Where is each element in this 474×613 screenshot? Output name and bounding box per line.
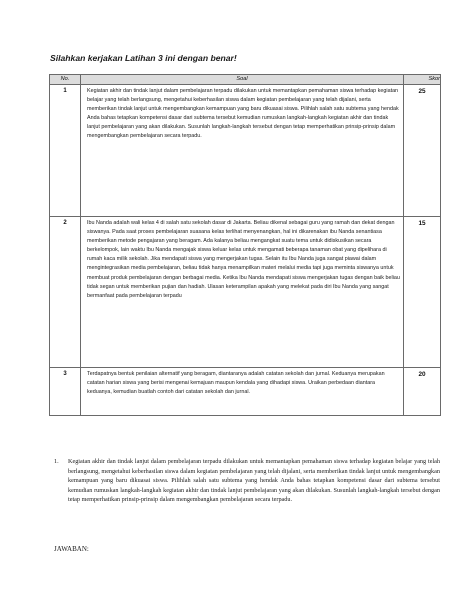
header-soal: Soal <box>81 75 404 85</box>
row-score: 20 <box>404 368 441 416</box>
question-body: Kegiatan akhir dan tindak lanjut dalam pembelajaran terpadu dilakukan untuk memantapkan pemahaman siswa terhadap kegiatan belajar yang telah berlangsung, mengetahui keberhasilan siswa dalam kegiatan pembelajaran yang telah dijalani, serta memberikan tindak lanjut untuk mengembangkan kemampuan yang baru dikuasai siswa. Pilihlah salah satu subtema yang hendak Anda bahas tetapkan kompetensi dasar dari subtema tersebut kemudian rumuskan langkah-langkah kegiatan akhir dan tindak lanjut pembelajaran yang akan dilakukan. Susunlah langkah-langkah tersebut dengan tetap memperhatikan prinsip-prinsip dalam mengembangkan pembelajaran secara terpadu. <box>68 458 440 503</box>
row-number: 2 <box>50 217 81 368</box>
row-score: 25 <box>404 85 441 217</box>
question-table <box>49 74 441 416</box>
table-row <box>50 217 441 368</box>
page-heading: Silahkan kerjakan Latihan 3 ini dengan benar! <box>50 53 237 63</box>
row-question-text: Terdapatnya bentuk penilaian alternatif yang beragam, diantaranya adalah catatan sekolah dan jurnal. Keduanya merupakan catatan harian siswa yang berisi mengenai kemajuan maupun kendala yang dihadapi siswa. Uraikan perbedaan diantara keduanya, kemudian buatlah contoh dari catatan sekolah dan jurnal. <box>81 368 404 416</box>
question-number: 1. <box>54 458 59 465</box>
table-row <box>50 85 441 217</box>
row-number: 3 <box>50 368 81 416</box>
answer-label: JAWABAN: <box>54 545 89 553</box>
header-skor: Skor <box>404 75 441 85</box>
table-row <box>50 368 441 416</box>
row-question-text: Ibu Nanda adalah wali kelas 4 di salah satu sekolah dasar di Jakarta. Beliau dikenal sebagai guru yang ramah dan dekat dengan siswanya. Pada saat proses pembelajaran suasana kelas terlihat menyenangkan, hal ini dikarenakan ibu Nanda senantiasa memberikan metode pengajaran yang beragam. Ada kalanya beliau mengangkat suatu tema untuk didiskusikan secara berkelompok, lain waktu Ibu Nanda mengajak siswa keluar kelas untuk mengamati beberapa tanaman obat yang dipelihara di rumah kaca milik sekolah. Jika mendapati siswa yang mengerjakan tugas. Selain itu Ibu Nanda juga sangat piawai dalam mengintegrasikan media pembelajaran, beliau tidak hanya menampilkan materi melalui media tapi juga meminta siswanya untuk membuat produk pembelajaran dengan berbagai media. Ketika Ibu Nanda mendapati siswa mengerjakan tugas dengan baik beliau tidak segan untuk memberikan pujian dan hadiah. Ulasan keterampilan apakah yang melekat pada diri Ibu Nanda yang sangat bermanfaat pada pembelajaran terpadu <box>81 217 404 368</box>
header-no: No. <box>50 75 81 85</box>
row-number: 1 <box>50 85 81 217</box>
row-question-text: Kegiatan akhir dan tindak lanjut dalam pembelajaran terpadu dilakukan untuk memantapkan pemahaman siswa terhadap kegiatan belajar yang telah berlangsung, mengetahui keberhasilan siswa dalam kegiatan pembelajaran yang telah dijalani, serta memberikan tindak lanjut untuk mengembangkan kemampuan yang baru dikuasai siswa. Pilihlah salah satu subtema yang hendak Anda bahas tetapkan kompetensi dasar dari subtema tersebut kemudian rumuskan langkah-langkah kegiatan akhir dan tindak lanjut pembelajaran yang akan dilakukan. Susunlah langkah-langkah tersebut dengan tetap memperhatikan prinsip-prinsip dalam mengembangkan pembelajaran secara terpadu. <box>81 85 404 217</box>
row-score: 15 <box>404 217 441 368</box>
question-paragraph <box>54 457 440 505</box>
table-header-row <box>50 75 441 85</box>
